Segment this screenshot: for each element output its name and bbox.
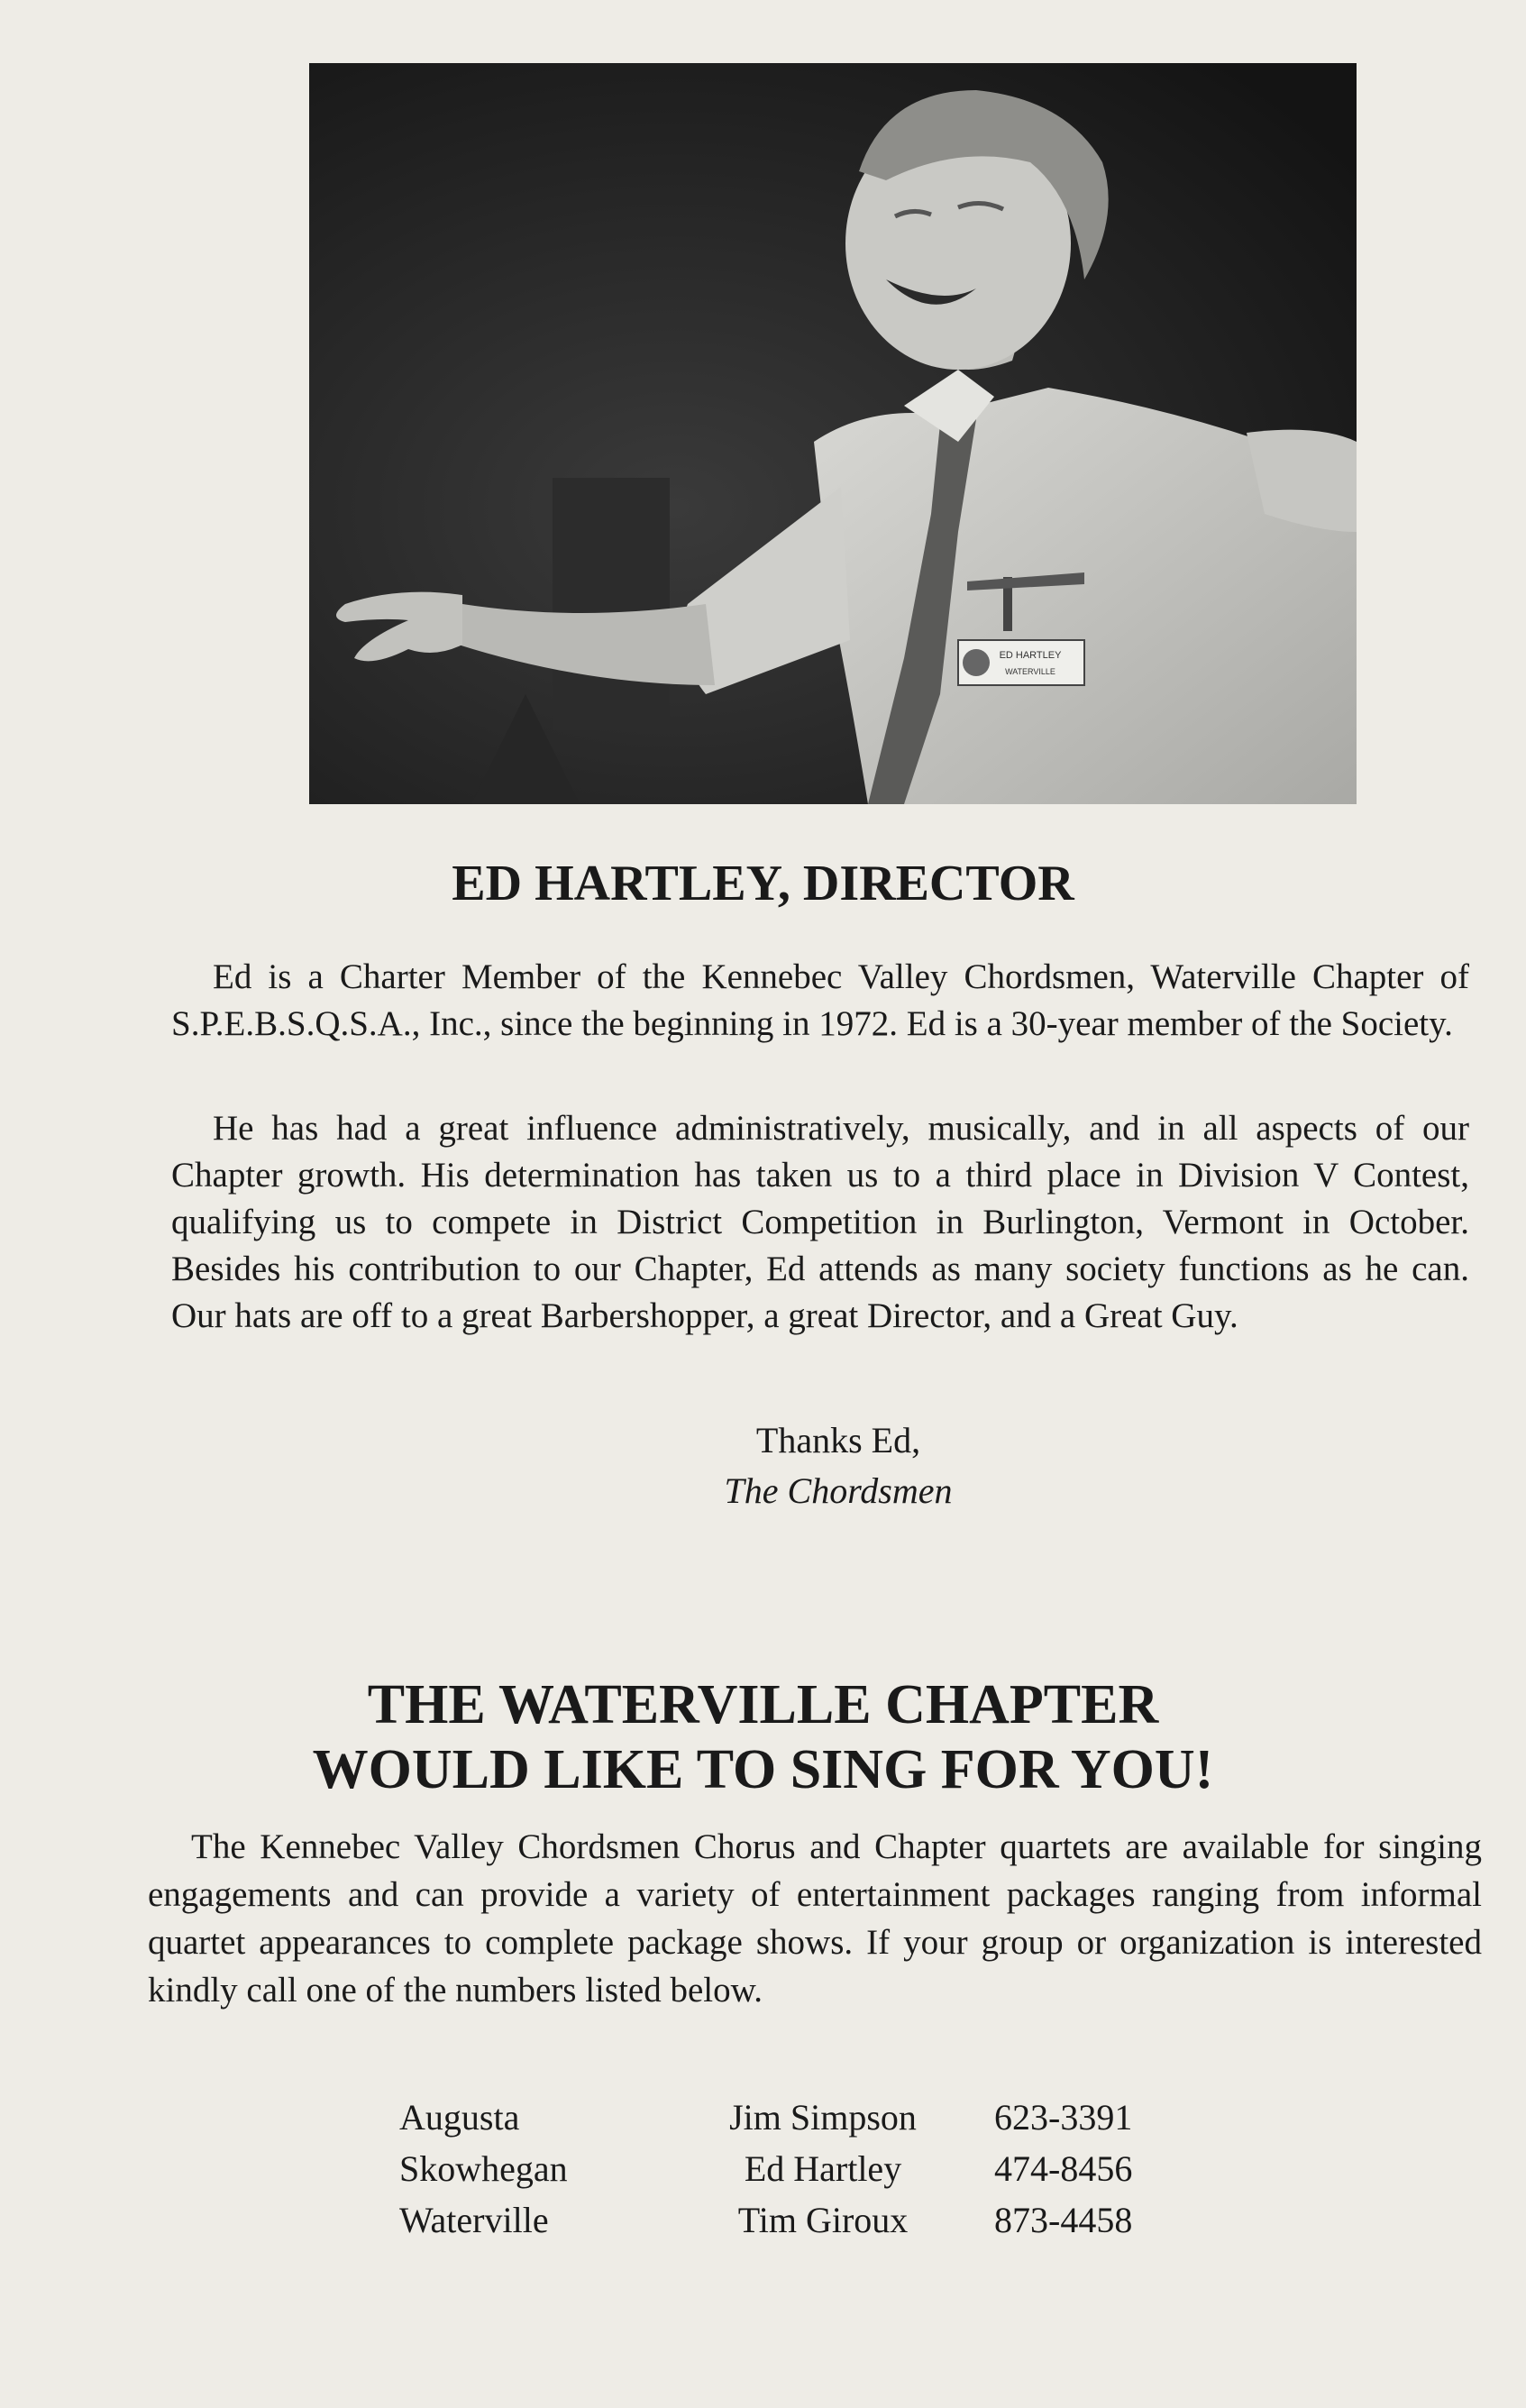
director-heading: ED HARTLEY, DIRECTOR	[452, 856, 1074, 911]
chapter-heading-line-1: THE WATERVILLE CHAPTER	[367, 1674, 1159, 1735]
signoff	[631, 1415, 1046, 1516]
contact-town: Augusta	[399, 2097, 520, 2138]
director-paragraph-1: Ed is a Charter Member of the Kennebec Valley Chordsmen, Waterville Chapter of S.P.E.B.S.Q.S.A., Inc., since the beginning in 1972. Ed is a 30-year member of the Society.	[171, 957, 1469, 1043]
signoff-signature: The Chordsmen	[724, 1470, 953, 1511]
contact-phone: 474-8456	[994, 2148, 1133, 2189]
contact-town: Waterville	[399, 2200, 549, 2240]
contact-row	[399, 2092, 1192, 2143]
contact-name: Tim Giroux	[737, 2200, 909, 2240]
chapter-heading-line-2: WOULD LIKE TO SING FOR YOU!	[312, 1739, 1214, 1800]
chapter-paragraph: The Kennebec Valley Chordsmen Chorus and Chapter quartets are available for singing engagements and can provide a variety of entertainment packages ranging from informal quartet appearances to complete package shows. If your group or organization is interested kindly call one of the numbers listed below.	[148, 1827, 1482, 2010]
contact-phone: 873-4458	[994, 2200, 1133, 2240]
contact-name: Jim Simpson	[729, 2097, 917, 2138]
contact-town: Skowhegan	[399, 2148, 568, 2189]
signoff-thanks: Thanks Ed,	[755, 1420, 921, 1460]
contact-row	[399, 2194, 1192, 2246]
contact-phone: 623-3391	[994, 2097, 1133, 2138]
chapter-heading	[0, 1672, 1526, 1802]
badge-town-text: WATERVILLE	[1005, 667, 1055, 676]
director-paragraph-2: He has had a great influence administratively, musically, and in all aspects of our Chapter growth. His determination has taken us to a third place in Division V Contest, qualifying us to compete in District Competition in Burlington, Vermont in October. Besides his contribution to our Chapter, Ed attends as many society functions as he can. Our hats are off to a great Barbershopper, a great Director, and a Great Guy.	[171, 1109, 1469, 1335]
director-photo	[309, 63, 1357, 804]
badge-name-text: ED HARTLEY	[999, 650, 1062, 661]
director-photo-illustration	[309, 63, 1357, 804]
contact-table	[399, 2092, 1192, 2246]
contact-name: Ed Hartley	[744, 2148, 902, 2189]
contact-row	[399, 2143, 1192, 2194]
